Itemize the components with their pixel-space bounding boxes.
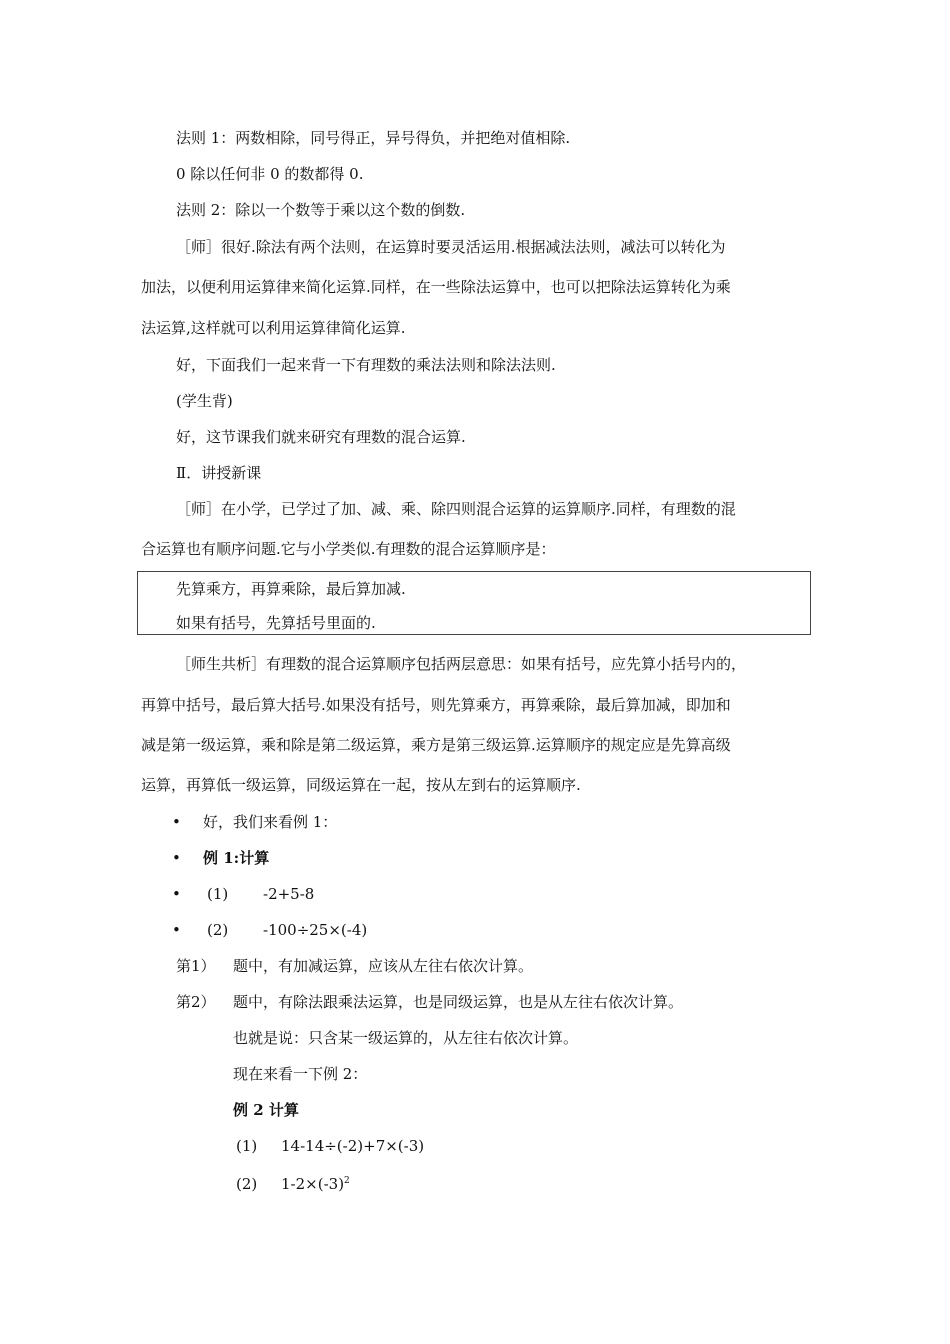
example-2-title: 例 2 计算: [233, 1101, 299, 1119]
section-2-title: Ⅱ．讲授新课: [176, 464, 262, 482]
next-example-intro: 现在来看一下例 2：: [233, 1065, 368, 1083]
explanation-text: 题中，有除法跟乘法运算，也是同级运算，也是从左往右依次计算。: [233, 993, 684, 1011]
problem-expression: -100÷25×(-4): [263, 921, 368, 939]
problem-expression: 1-2×(-3): [281, 1175, 345, 1193]
example-2-problem-1: [236, 1136, 424, 1156]
teacher-paragraph-1-line-1: ［师］很好.除法有两个法则，在运算时要灵活运用.根据减法法则，减法可以转化为: [176, 238, 726, 256]
bullet-icon: •: [172, 813, 181, 831]
teacher-paragraph-1-line-2: 加法，以便利用运算律来简化运算.同样，在一些除法运算中，也可以把除法运算转化为乘: [141, 278, 731, 296]
problem-number: (1): [236, 1137, 258, 1155]
bullet-icon: •: [172, 921, 181, 939]
problem-number: (2): [207, 921, 229, 939]
explanation-summary: 也就是说：只含某一级运算的，从左往右依次计算。: [233, 1029, 579, 1047]
exponent: 2: [344, 1176, 350, 1186]
bullet-icon: •: [172, 885, 181, 903]
bullet-text-1: 好，我们来看例 1：: [203, 813, 338, 831]
teacher-paragraph-1-line-3: 法运算,这样就可以利用运算律简化运算.: [141, 319, 406, 337]
explanation-1: [176, 956, 533, 976]
lesson-topic: 好，这节课我们就来研究有理数的混合运算.: [176, 428, 466, 446]
analysis-line-4: 运算，再算低一级运算，同级运算在一起，按从左到右的运算顺序.: [141, 776, 581, 794]
division-rule-2: 法则 2：除以一个数等于乘以这个数的倒数.: [176, 201, 466, 219]
recite-instruction: 好，下面我们一起来背一下有理数的乘法法则和除法法则.: [176, 356, 556, 374]
division-rule-1: 法则 1：两数相除，同号得正，异号得负，并把绝对值相除.: [176, 129, 571, 147]
zero-division-rule: 0 除以任何非 0 的数都得 0.: [176, 165, 364, 183]
example-2-problem-2: [236, 1171, 350, 1194]
bullet-icon: •: [172, 849, 181, 867]
explanation-2: [176, 992, 683, 1012]
analysis-line-2: 再算中括号，最后算大括号.如果没有括号，则先算乘方，再算乘除，最后算加减，即加和: [141, 696, 731, 714]
problem-expression: -2+5-8: [263, 885, 315, 903]
explanation-number: 第2）: [176, 993, 216, 1011]
order-rule-line-1: 先算乘方，再算乘除，最后算加减.: [176, 580, 406, 598]
example-1-title: 例 1:计算: [203, 849, 270, 867]
teacher-paragraph-2-line-2: 合运算也有顺序问题.它与小学类似.有理数的混合运算顺序是：: [141, 540, 556, 558]
example-1-problem-1: [207, 884, 314, 904]
teacher-paragraph-2-line-1: ［师］在小学，已学过了加、减、乘、除四则混合运算的运算顺序.同样，有理数的混: [176, 500, 736, 518]
order-rule-line-2: 如果有括号，先算括号里面的.: [176, 614, 376, 632]
explanation-text: 题中，有加减运算，应该从左往右依次计算。: [233, 957, 534, 975]
problem-expression: 14-14÷(-2)+7×(-3): [281, 1137, 425, 1155]
explanation-number: 第1）: [176, 957, 216, 975]
analysis-line-3: 减是第一级运算，乘和除是第二级运算，乘方是第三级运算.运算顺序的规定应是先算高级: [141, 736, 731, 754]
analysis-line-1: ［师生共析］有理数的混合运算顺序包括两层意思：如果有括号，应先算小括号内的，: [176, 655, 747, 673]
problem-number: (2): [236, 1175, 258, 1193]
students-recite: (学生背): [176, 392, 233, 410]
example-1-problem-2: [207, 920, 367, 940]
problem-number: (1): [207, 885, 229, 903]
